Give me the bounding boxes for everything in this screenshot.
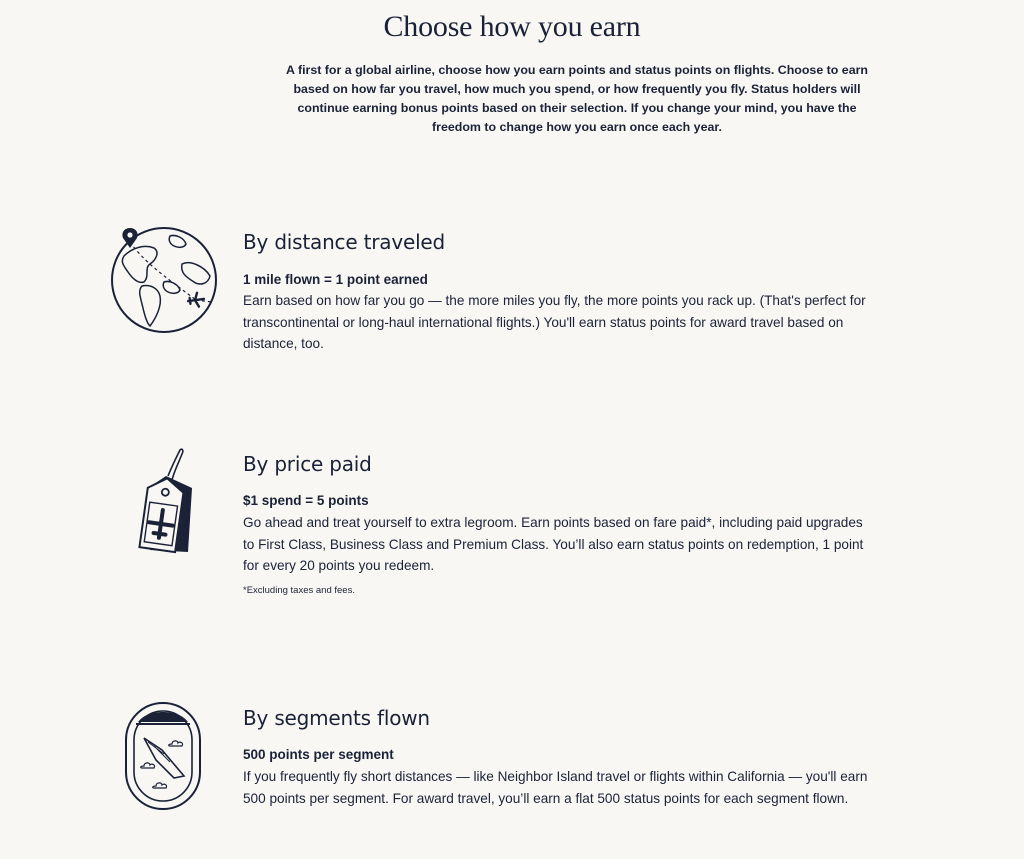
option-description: Go ahead and treat yourself to extra legroom. Earn points based on fare paid*, including paid upgrades to First Class, Business Class and Premium Class. You’ll also earn status points on redemption, 1 point for every 20 points you redeem. <box>243 515 864 573</box>
option-earn-rate: $1 spend = 5 points <box>243 493 369 508</box>
option-heading: By distance traveled <box>243 230 446 254</box>
option-earn-rate: 1 mile flown = 1 point earned <box>243 272 428 287</box>
option-heading: By price paid <box>243 452 372 476</box>
luggage-tag-icon <box>104 446 220 558</box>
airplane-window-icon <box>104 700 220 812</box>
option-description: Earn based on how far you go — the more miles you fly, the more points you rack up. (That's perfect for transcontinental or long-haul international flights.) You'll earn status points for award travel based on distance, too. <box>243 293 866 351</box>
option-footnote: *Excluding taxes and fees. <box>243 585 355 596</box>
page-title: Choose how you earn <box>383 10 641 43</box>
option-earn-rate: 500 points per segment <box>243 747 394 762</box>
option-heading: By segments flown <box>243 706 430 730</box>
globe-flight-path-icon <box>104 226 220 336</box>
option-description: If you frequently fly short distances — like Neighbor Island travel or flights within California — you'll earn 500 points per segment. For award travel, you’ll earn a flat 500 status points for each segment flown. <box>243 769 868 806</box>
intro-text: A first for a global airline, choose how you earn points and status points on flights. Choose to earn based on how far you travel, how much you spend, or how frequently you fly. Status holders will continue earning bonus points based on their selection. If you change your mind, you have the freedom to change how you earn once each year. <box>286 63 868 134</box>
